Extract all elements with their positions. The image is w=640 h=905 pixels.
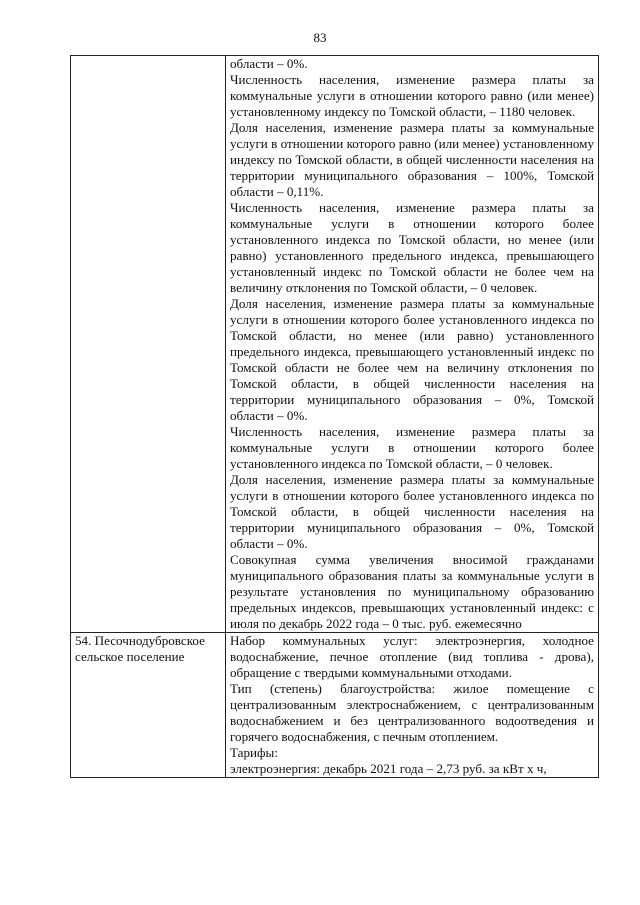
indicators-cell <box>226 633 599 778</box>
paragraph: Тарифы: <box>230 745 278 760</box>
document-table <box>70 55 599 778</box>
paragraph: Численность населения, изменение размера платы за коммунальные услуги в отношении которого более установленного индекса по Томской области, но менее (или равно) установленного предельного индекса, превышающего установленный индекс по Томской области не более чем на величину отклонения по Томской области, – 0 человек. <box>230 200 594 295</box>
page-number: 83 <box>313 30 327 45</box>
municipality-cell <box>71 633 226 778</box>
paragraph: Набор коммунальных услуг: электроэнергия, холодное водоснабжение, печное отопление (вид топлива - дрова), обращение с твердыми коммунальными отходами. <box>230 633 594 680</box>
paragraph: Численность населения, изменение размера платы за коммунальные услуги в отношении которого более установленного индекса по Томской области, – 0 человек. <box>230 424 594 471</box>
table-row <box>71 56 599 633</box>
paragraph: области – 0%. <box>230 56 308 71</box>
paragraph: Тип (степень) благоустройства: жилое помещение с централизованным электроснабжением, с централизованным водоснабжением и без централизованного водоотведения и горячего водоснабжения, с печным отоплением. <box>230 681 594 744</box>
paragraph: Доля населения, изменение размера платы за коммунальные услуги в отношении которого более установленного индекса по Томской области, в общей численности населения на территории муниципального образования – 0%, Томской области – 0%. <box>230 472 594 551</box>
municipality-cell <box>71 56 226 633</box>
paragraph: Совокупная сумма увеличения вносимой гражданами муниципального образования платы за коммунальные услуги в результате установления по муниципальному образованию предельных индексов, превышающих установленный индекс: с июля по декабрь 2022 года – 0 тыс. руб. ежемесячно <box>230 552 594 631</box>
municipality-name: 54. Песочнодубровское сельское поселение <box>75 633 205 664</box>
indicators-cell <box>226 56 599 633</box>
paragraph: Доля населения, изменение размера платы за коммунальные услуги в отношении которого равно (или менее) установленному индексу по Томской области, в общей численности населения на территории муниципального образования – 100%, Томской области – 0,11%. <box>230 120 594 199</box>
paragraph: Доля населения, изменение размера платы за коммунальные услуги в отношении которого более установленного индекса по Томской области, но менее (или равно) установленного предельного индекса, превышающего установленный индекс по Томской области не более чем на величину отклонения по Томской области, в общей численности населения на территории муниципального образования – 0%, Томской области – 0%. <box>230 296 594 423</box>
paragraph: Численность населения, изменение размера платы за коммунальные услуги в отношении которого равно (или менее) установленному индексу по Томской области, – 1180 человек. <box>230 72 594 119</box>
paragraph: электроэнергия: декабрь 2021 года – 2,73 руб. за кВт х ч, <box>230 761 547 776</box>
table-row <box>71 633 599 778</box>
